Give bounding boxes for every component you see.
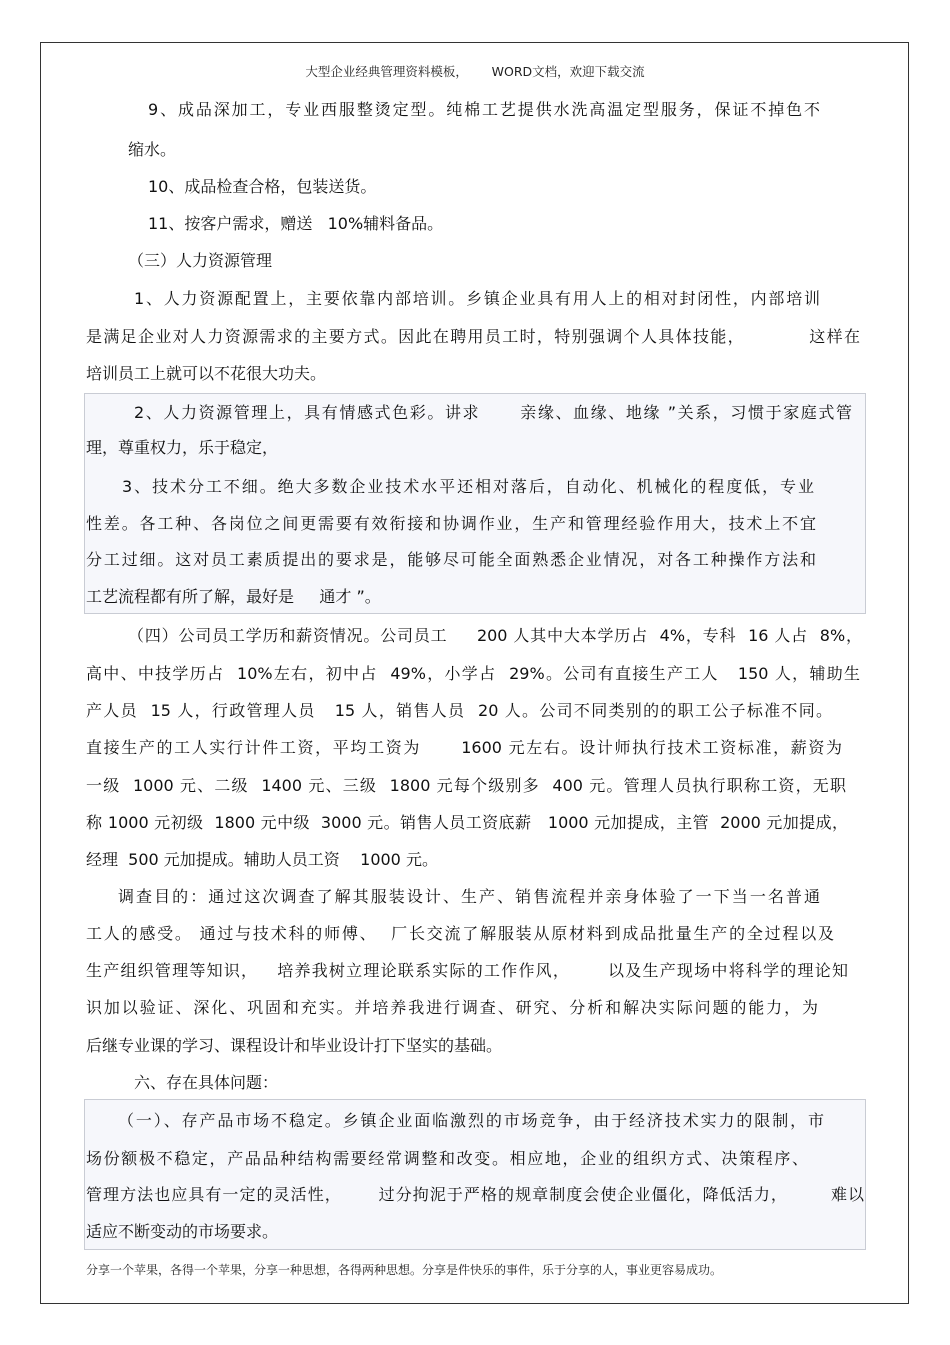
paragraph-line: 经理 500 元加提成。辅助人员工资 1000 元。 [86, 850, 438, 869]
paragraph-line: 直接生产的工人实行计件工资，平均工资为 1600 元左右。设计师执行技术工资标准，薪资为 [86, 738, 842, 757]
paragraph-line: 是满足企业对人力资源需求的主要方式。因此在聘用员工时，特别强调个人具体技能， 这样在 [86, 327, 860, 346]
paragraph-line: 分工过细。这对员工素质提出的要求是，能够尽可能全面熟悉企业情况，对各工种操作方法和 [86, 550, 816, 569]
paragraph-line: 11、按客户需求，赠送 10%辅料备品。 [148, 214, 444, 233]
paragraph-line: （一）、存产品市场不稳定。乡镇企业面临激烈的市场竞争，由于经济技术实力的限制，市 [118, 1111, 824, 1130]
paragraph-line: 培训员工上就可以不花很大功夫。 [86, 364, 327, 383]
paragraph-line: 性差。各工种、各岗位之间更需要有效衔接和协调作业，生产和管理经验作用大，技术上不宜 [86, 514, 816, 533]
paragraph-line: 产人员 15 人，行政管理人员 15 人，销售人员 20 人。公司不同类别的的职工公子标准不同。 [86, 701, 832, 720]
paragraph-line: 场份额极不稳定，产品品种结构需要经常调整和改变。相应地，企业的组织方式、决策程序、 [86, 1149, 808, 1168]
paragraph-line: 3、技术分工不细。绝大多数企业技术水平还相对落后，自动化、机械化的程度低，专业 [122, 477, 814, 496]
paragraph-line: 10、成品检查合格，包装送货。 [148, 177, 377, 196]
paragraph-line: 高中、中技学历占 10%左右，初中占 49%，小学占 29%。公司有直接生产工人 150 人，辅助生 [86, 664, 860, 683]
paragraph-line: 理，尊重权力，乐于稳定， [86, 438, 279, 457]
paragraph-line: 适应不断变动的市场要求。 [86, 1222, 279, 1241]
paragraph-line: 识加以验证、深化、巩固和充实。并培养我进行调查、研究、分析和解决实际问题的能力，为 [86, 998, 818, 1017]
page-header: 大型企业经典管理资料模板， WORD文档，欢迎下载交流 [305, 64, 645, 79]
paragraph-line: 生产组织管理等知识， 培养我树立理论联系实际的工作作风， 以及生产现场中将科学的理论知 [86, 961, 848, 980]
paragraph-line: 称 1000 元初级 1800 元中级 3000 元。销售人员工资底薪 1000 元加提成，主管 2000 元加提成， [86, 813, 848, 832]
paragraph-line: 工人的感受。 通过与技术科的师傅、 厂长交流了解服装从原材料到成品批量生产的全过程以及 [86, 924, 834, 943]
paragraph-line: 一级 1000 元、二级 1400 元、三级 1800 元每个级别多 400 元。管理人员执行职称工资，无职 [86, 776, 846, 795]
page-footer: 分享一个苹果，各得一个苹果，分享一种思想，各得两种思想。分享是件快乐的事件，乐于分享的人，事业更容易成功。 [86, 1263, 723, 1277]
section-heading: 六、存在具体问题： [134, 1073, 279, 1092]
paragraph-line: 2、人力资源管理上，具有情感式色彩。讲求 亲缘、血缘、地缘 ”关系，习惯于家庭式管 [134, 403, 852, 422]
paragraph-line: 后继专业课的学习、课程设计和毕业设计打下坚实的基础。 [86, 1036, 503, 1055]
paragraph-line: 调查目的：通过这次调查了解其服装设计、生产、销售流程并亲身体验了一下当一名普通 [118, 887, 820, 906]
paragraph-line: （四）公司员工学历和薪资情况。公司员工 200 人其中大本学历占 4%，专科 16 人占 8%， [128, 626, 862, 645]
paragraph-line: 1、人力资源配置上，主要依靠内部培训。乡镇企业具有用人上的相对封闭性，内部培训 [134, 289, 820, 308]
section-heading: （三）人力资源管理 [128, 251, 273, 270]
paragraph-line: 工艺流程都有所了解，最好是 通才 ”。 [86, 587, 381, 606]
paragraph-line: 缩水。 [128, 140, 177, 159]
paragraph-line: 9、成品深加工，专业西服整烫定型。纯棉工艺提供水洗高温定型服务，保证不掉色不 [148, 100, 820, 119]
highlight-box-hr [84, 393, 866, 614]
paragraph-line: 管理方法也应具有一定的灵活性， 过分拘泥于严格的规章制度会使企业僵化，降低活力， 难以 [86, 1185, 864, 1204]
